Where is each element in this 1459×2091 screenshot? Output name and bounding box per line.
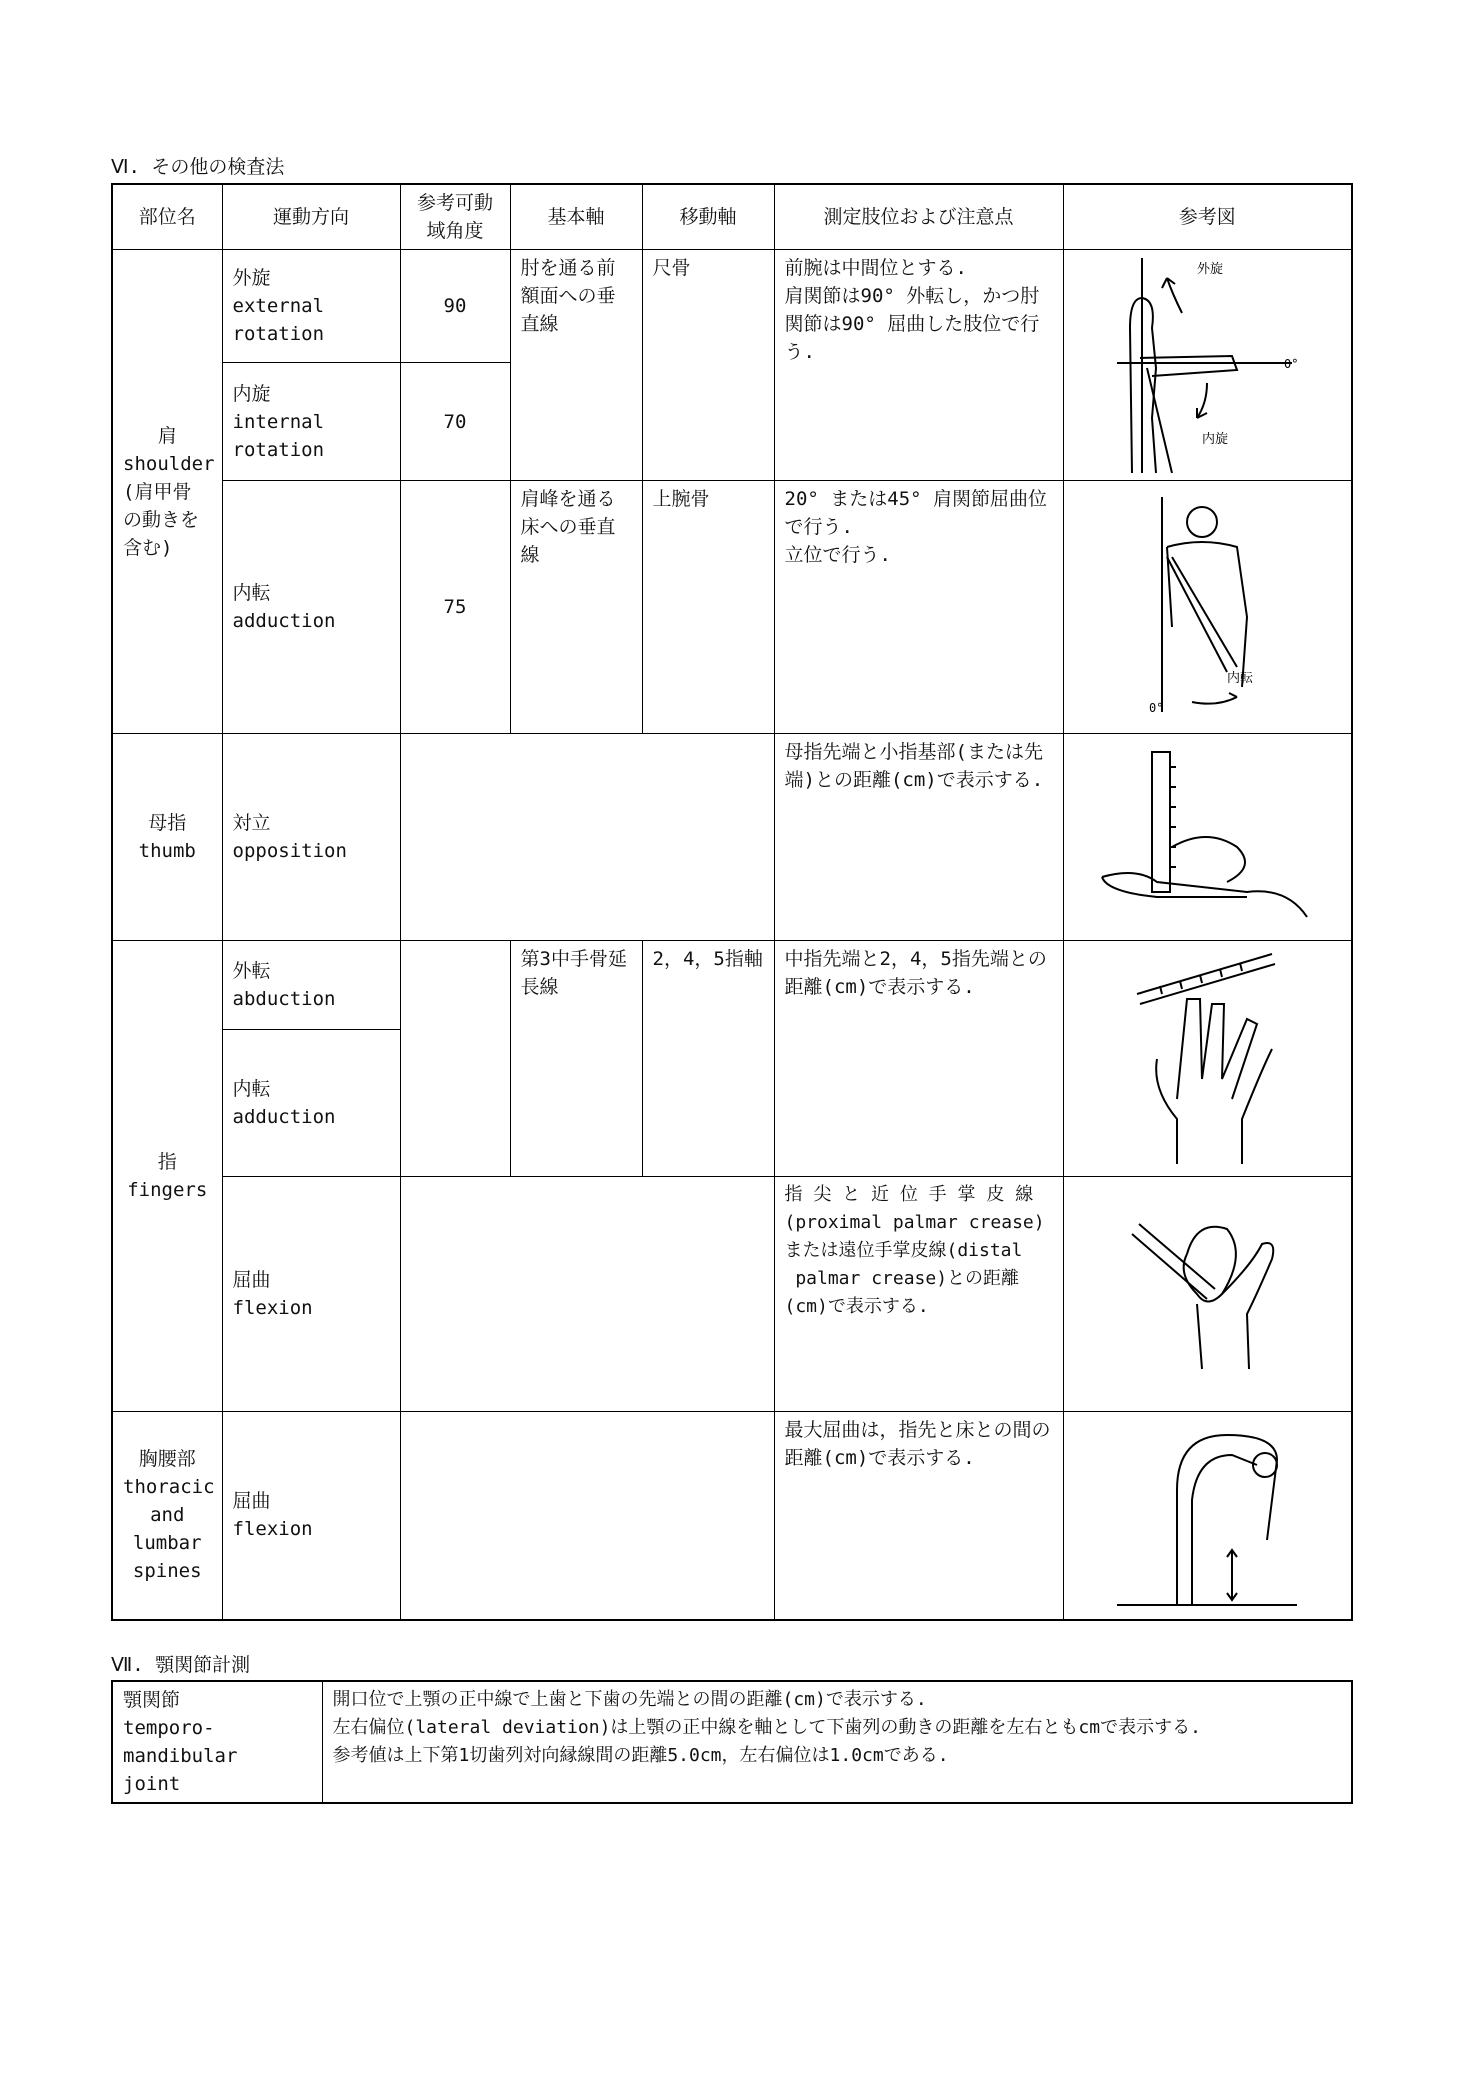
site-ja: 顎関節	[123, 1689, 181, 1711]
shoulder-adduction-illustration	[1147, 497, 1267, 717]
note-line: 肩関節は90° 外転し，かつ肘関節は90° 屈曲した肢位で行う.	[784, 285, 1040, 363]
header-angle: 参考可動域角度	[400, 184, 510, 250]
site-en: temporo-	[123, 1717, 215, 1739]
site-note: (肩甲骨	[123, 480, 192, 503]
direction-en: adduction	[232, 1106, 336, 1128]
note-line: 開口位で上顎の正中線で上歯と下歯の先端との間の距離(cm)で表示する.	[332, 1689, 927, 1710]
direction-en: flexion	[232, 1297, 313, 1319]
fig-label: 0°	[1149, 701, 1164, 715]
figure-finger-flexion	[1063, 1177, 1352, 1412]
table-row	[112, 250, 1352, 363]
direction-ja: 外転	[232, 960, 271, 982]
notes-tmj	[322, 1681, 1352, 1803]
figure-shoulder-adduction	[1063, 481, 1352, 734]
figure-thumb-opposition	[1063, 734, 1352, 941]
base-axis-adduction: 肩峰を通る床への垂直線	[510, 481, 642, 734]
direction-ja: 外旋	[232, 267, 271, 289]
finger-abduction-illustration	[1132, 949, 1282, 1169]
table-row	[112, 941, 1352, 1030]
direction-finger-flexion	[222, 1177, 400, 1412]
site-ja: 肩	[157, 424, 177, 447]
direction-opposition	[222, 734, 400, 941]
site-thoracic-lumbar	[112, 1412, 222, 1620]
site-en: spines	[132, 1560, 202, 1583]
direction-en: adduction	[232, 610, 336, 632]
header-site: 部位名	[112, 184, 222, 250]
direction-en: internal	[232, 410, 325, 433]
direction-en: opposition	[232, 840, 347, 862]
section-6-title: Ⅵ. その他の検査法	[111, 156, 285, 178]
direction-internal-rotation	[222, 363, 400, 481]
note-line: または遠位手掌皮線(distal	[784, 1240, 1023, 1261]
site-thumb	[112, 734, 222, 941]
thumb-opposition-illustration	[1097, 747, 1317, 927]
site-note: の動きを	[123, 508, 200, 531]
empty-cell	[400, 1177, 774, 1412]
figure-spine-flexion	[1063, 1412, 1352, 1620]
notes-finger-flexion	[774, 1177, 1063, 1412]
notes-fingers: 中指先端と2，4，5指先端との距離(cm)で表示する.	[774, 941, 1063, 1177]
direction-en: abduction	[232, 988, 336, 1010]
direction-en: flexion	[232, 1518, 313, 1541]
table-row	[112, 1681, 1352, 1803]
note-line: palmar crease)との距離	[784, 1268, 1020, 1289]
spine-flexion-illustration	[1117, 1420, 1297, 1610]
angle-external-rotation: 90	[400, 250, 510, 363]
notes-rotation	[774, 250, 1063, 481]
header-moving-axis: 移動軸	[642, 184, 774, 250]
fig-label: 内旋	[1202, 431, 1229, 447]
angle-shoulder-adduction: 75	[400, 481, 510, 734]
direction-en: rotation	[232, 323, 325, 345]
angle-internal-rotation: 70	[400, 363, 510, 481]
site-en: and	[150, 1504, 185, 1527]
note-line: 立位で行う.	[784, 544, 891, 566]
moving-axis-rotation: 尺骨	[642, 250, 774, 481]
direction-en: rotation	[232, 438, 325, 461]
direction-ja: 内転	[232, 1078, 271, 1100]
site-note: 含む)	[123, 536, 173, 559]
site-tmj	[112, 1681, 322, 1803]
base-axis-rotation: 肘を通る前額面への垂直線	[510, 250, 642, 481]
table-row	[112, 481, 1352, 734]
note-line: 左右偏位(lateral deviation)は上顎の正中線を軸として下歯列の動きの距離を左右ともcmで表示する.	[332, 1717, 1201, 1738]
finger-flexion-illustration	[1127, 1214, 1287, 1374]
header-row	[112, 184, 1352, 250]
section-7-title: Ⅶ. 顎関節計測	[111, 1654, 251, 1676]
header-notes: 測定肢位および注意点	[774, 184, 1063, 250]
note-line: (proximal palmar crease)	[784, 1212, 1045, 1233]
fig-label: 内転	[1227, 671, 1254, 686]
site-ja: 胸腰部	[138, 1448, 196, 1471]
header-figure: 参考図	[1063, 184, 1352, 250]
direction-external-rotation	[222, 250, 400, 363]
site-ja: 指	[157, 1151, 177, 1173]
figure-shoulder-rotation	[1063, 250, 1352, 481]
other-tests-table	[111, 183, 1353, 1621]
table-row	[112, 734, 1352, 941]
site-en: joint	[123, 1773, 181, 1795]
note-line: 参考値は上下第1切歯列対向縁線間の距離5.0cm，左右偏位は1.0cmである.	[332, 1745, 949, 1766]
fig-label: 0°	[1284, 356, 1299, 371]
direction-shoulder-adduction	[222, 481, 400, 734]
notes-spine: 最大屈曲は，指先と床との間の距離(cm)で表示する.	[774, 1412, 1063, 1620]
base-axis-fingers: 第3中手骨延長線	[510, 941, 642, 1177]
notes-thumb: 母指先端と小指基部(または先端)との距離(cm)で表示する.	[774, 734, 1063, 941]
site-shoulder	[112, 250, 222, 734]
site-en: thumb	[138, 840, 196, 862]
shoulder-rotation-illustration	[1112, 258, 1302, 473]
header-direction: 運動方向	[222, 184, 400, 250]
direction-en: external	[232, 295, 325, 317]
site-ja: 母指	[148, 812, 187, 834]
note-line: 指 尖 と 近 位 手 掌 皮 線	[784, 1184, 1034, 1205]
empty-cell	[400, 941, 510, 1177]
fig-label: 外旋	[1197, 261, 1224, 277]
direction-finger-adduction	[222, 1030, 400, 1177]
site-en: lumbar	[132, 1532, 202, 1555]
site-fingers	[112, 941, 222, 1412]
site-en: thoracic	[123, 1476, 215, 1499]
figure-finger-abduction	[1063, 941, 1352, 1177]
direction-spine-flexion	[222, 1412, 400, 1620]
notes-adduction	[774, 481, 1063, 734]
direction-ja: 対立	[232, 812, 271, 834]
direction-ja: 内旋	[232, 382, 271, 405]
moving-axis-fingers: 2，4，5指軸	[642, 941, 774, 1177]
direction-finger-abduction	[222, 941, 400, 1030]
site-en: shoulder	[123, 452, 215, 475]
table-row	[112, 1177, 1352, 1412]
direction-ja: 内転	[232, 582, 271, 604]
header-base-axis: 基本軸	[510, 184, 642, 250]
empty-cell	[400, 1412, 774, 1620]
note-line: 20° または45° 肩関節屈曲位で行う.	[784, 488, 1048, 538]
empty-cell	[400, 734, 774, 941]
direction-ja: 屈曲	[232, 1269, 271, 1291]
table-row	[112, 1412, 1352, 1620]
site-en: mandibular	[123, 1745, 238, 1767]
direction-ja: 屈曲	[232, 1490, 271, 1513]
moving-axis-adduction: 上腕骨	[642, 481, 774, 734]
tmj-table	[111, 1680, 1353, 1804]
site-en: fingers	[127, 1179, 208, 1201]
note-line: (cm)で表示する.	[784, 1296, 929, 1317]
note-line: 前腕は中間位とする.	[784, 257, 967, 279]
